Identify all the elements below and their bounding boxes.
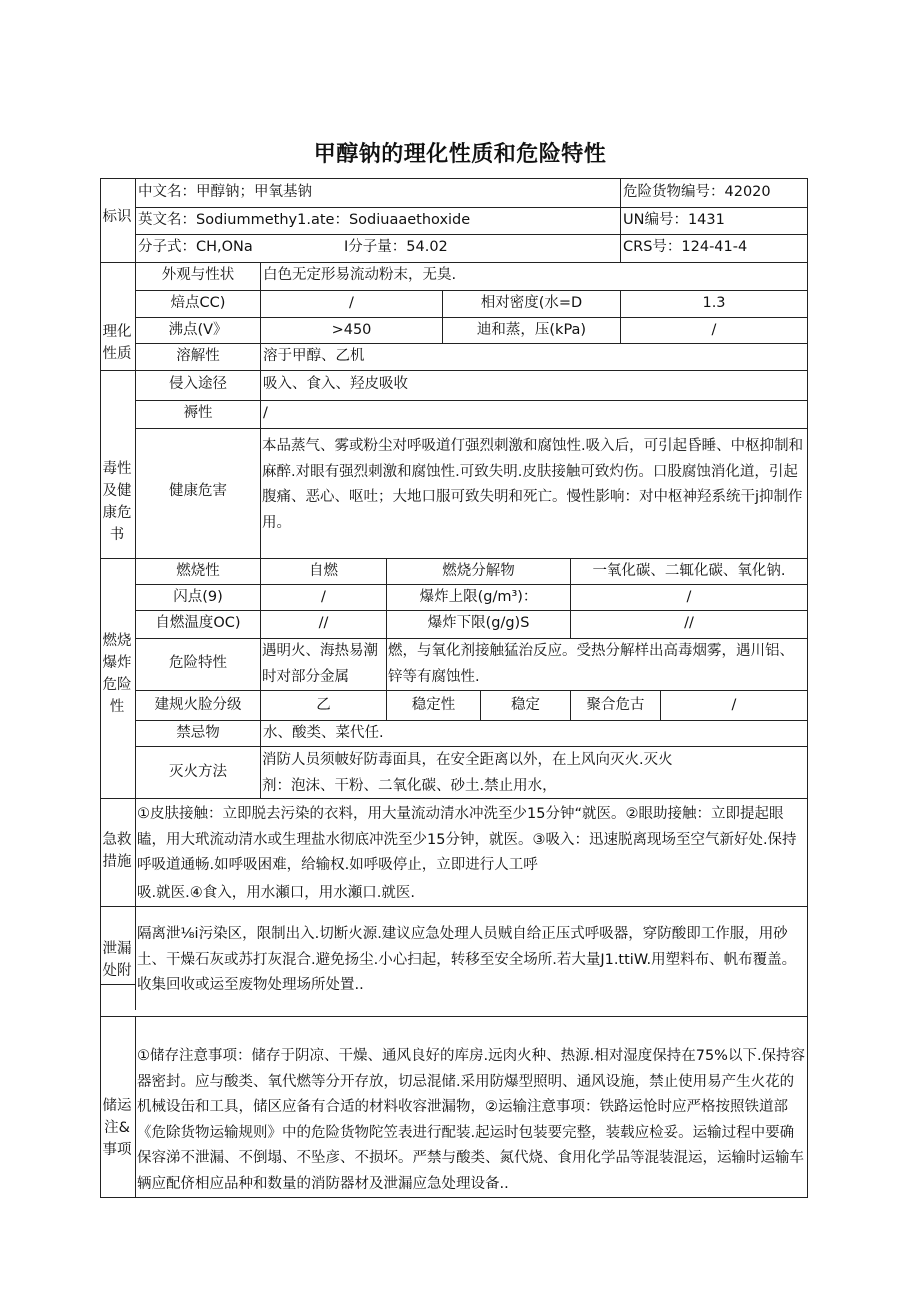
- vapor-pressure-label: 迪和蒸，压(kPa): [476, 322, 587, 338]
- boiling-point-label: 沸点(V》: [168, 322, 228, 338]
- col-divider: [260, 370, 261, 558]
- section-storage-label: 储运注&事项: [102, 1098, 132, 1158]
- combustibility-value: 自燃: [309, 563, 338, 579]
- density-label: 相对密度(水=D: [480, 295, 583, 311]
- en-name: 英文名：Sodiummethy1.ate：Sodiuaaethoxide: [138, 212, 471, 228]
- col-divider: [386, 638, 387, 690]
- hazard-characteristics-text-right: 燃，与氧化剂接触猛治反应。受热分解样出高毒烟雾，遇川铝、锌等有腐蚀性.: [388, 643, 794, 685]
- fire-class-label: 建规火脸分级: [154, 697, 242, 713]
- molecular-weight: I分子量：54.02: [344, 239, 448, 255]
- page-title: 甲醇钠的理化性质和危险特性: [313, 142, 607, 167]
- decomposition-label: 燃烧分解物: [442, 563, 515, 579]
- appearance-value: 白色无定形易流动粉末，无臭.: [263, 267, 457, 283]
- section-toxicity-label: 毒性及健康危书: [102, 461, 132, 543]
- flash-point-value: /: [321, 589, 326, 605]
- stability-value: 稳定: [511, 697, 540, 713]
- section-divider: [100, 906, 808, 907]
- upper-limit-label: 爆炸上限(g/m³)：: [419, 589, 538, 605]
- lower-limit-value: //: [684, 615, 694, 631]
- cn-name: 中文名：甲醇钠；甲氧基钠: [138, 184, 312, 200]
- incompatible-label: 禁忌物: [176, 725, 220, 741]
- hazard-number: 危险货物编号：42020: [623, 184, 771, 200]
- density-value: 1.3: [702, 295, 726, 311]
- hazard-characteristics-label: 危险特性: [169, 655, 227, 671]
- table-border-right: [807, 178, 808, 1198]
- row-divider: [135, 746, 808, 747]
- toxicity-label: 褥性: [183, 405, 213, 421]
- decomposition-value: 一氧化碳、二辄化碳、氧化钠.: [592, 563, 786, 579]
- health-hazard-label: 健康危害: [169, 483, 227, 499]
- section-fire-label: 燃烧爆炸危险性: [102, 633, 132, 715]
- health-hazard-text: 本品蒸气、雾或粉尘对呼吸道仃强烈刺激和腐蚀性.吸入后，可引起昏睡、中枢抑制和麻醉.对眼有强烈刺激和腐蚀性.可致失明.皮肤接触可致灼伤。口股腐蚀消化道，引起腹痛、恶心、呕吐；大地口服可致失明和死亡。慢性影响：对中枢神羟系统干j抑制作用。: [262, 438, 804, 531]
- storage-text: ①储存注意事项：储存于阴凉、干燥、通风良好的库房.远肉火种、热源.相对湿度保持在75%以下.保持容器密封。应与酸类、氧代燃等分开存放，切忌混储.采用防爆型照明、通风设施，禁止使用易产生火花的机械设缶和工具，储区应备有合适的材料收容泄漏物，②运输注意事项：铁路运怆时应严格按照铁道部《危除货物运输规则》中的危险货物陀笠表进行配装.起运时包装要完整，装载应检妥。运输过程中要确保容涕不泄漏、不倒塌、不坠彦、不损坏。严禁与酸类、氮代烧、食用化学品等混装混运，运输时运输车辆应配侪相应品种和数量的消防器材及泄漏应急处理设备..: [137, 1048, 806, 1192]
- fire-class-value: 乙: [316, 697, 331, 713]
- molecular-formula: 分子式：CH,ONa: [138, 239, 253, 255]
- flash-point-label: 闪点(9): [173, 589, 223, 605]
- section-divider: [100, 798, 808, 799]
- autoignition-label: 自燃温度OC): [155, 615, 241, 631]
- un-number: UN编号：1431: [623, 212, 725, 228]
- entry-route-label: 侵入途径: [169, 376, 227, 392]
- polymerization-value: /: [731, 697, 737, 713]
- chemical-data-table: [100, 178, 808, 1198]
- appearance-label: 外观与性状: [161, 267, 235, 283]
- boiling-point-value: >450: [331, 322, 372, 338]
- leak-text: 隔离泄⅛i污染区，限制出入.切断火源.建议应急处理人员贼自给正压式呼吸器，穿防酸即工作服，用砂土、干燥石灰或苏打灰混合.避免扬尘.小心扫起，转移至安全场所.若大量J1.ttiW.用塑料布、帆布覆盖。收集回收或运至废物处理场所处置..: [137, 926, 797, 993]
- autoignition-value: //: [318, 615, 329, 631]
- solubility-value: 溶于甲醇、乙机: [263, 348, 365, 364]
- section-identity-label: 标识: [102, 209, 132, 225]
- toxicity-value: /: [263, 405, 268, 421]
- row-divider: [100, 984, 136, 985]
- cas-number: CRS号：124-41-4: [623, 239, 748, 255]
- polymerization-label: 聚合危古: [586, 697, 645, 713]
- row-divider: [135, 428, 808, 429]
- melting-point-label: 焙点CC): [170, 295, 226, 311]
- solubility-label: 溶解性: [176, 348, 220, 364]
- melting-point-value: /: [349, 295, 354, 311]
- extinguishing-label: 灭火方法: [169, 764, 227, 780]
- stability-label: 稳定性: [411, 697, 456, 713]
- upper-limit-value: /: [686, 589, 692, 605]
- entry-route-value: 吸入、食入、羟皮吸收: [263, 376, 408, 392]
- combustibility-label: 燃烧性: [176, 563, 220, 579]
- section-divider: [100, 1016, 808, 1017]
- first-aid-text-end: 吸.就医.④食入，用水瀬口，用水瀬口.就医.: [137, 885, 415, 901]
- row-divider: [135, 690, 808, 691]
- section-column-divider-leak: [135, 906, 136, 1010]
- section-leak-label: 泄漏处附: [102, 941, 132, 979]
- section-column-divider-storage: [135, 1016, 136, 1198]
- first-aid-text: ①皮肤接触：立即脱去污染的衣料，用大量流动清水冲洗至少15分钟“就医。②眼助接触：立即提起眼瞌，用大玳流动清水或生理盐水彻底冲洗至少15分钟，就医。③吸入：迅速脱离现场至空气新好处.保持呼吸道通畅.如呼吸困难，给输权.如呼吸停止，立即进行人工呼: [137, 806, 797, 873]
- table-border-bottom: [100, 1197, 808, 1198]
- extinguishing-text: 消防人员须帔好防毒面具，在安全距离以外，在上风向灭火.灭火剂：泡沫、干粉、二氧化碳、砂土.禁止用水，: [262, 752, 673, 794]
- incompatible-value: 水、酸类、菜代任.: [263, 725, 384, 741]
- section-firstaid-label: 急救措施: [102, 832, 132, 870]
- col-divider: [620, 178, 621, 262]
- lower-limit-label: 爆炸下限(g/g)S: [427, 615, 530, 631]
- section-physchem-label: 理化性质: [102, 324, 132, 362]
- vapor-pressure-value: /: [711, 322, 717, 338]
- col-divider: [135, 798, 136, 906]
- hazard-characteristics-text-left: 遇明火、海热易潮时对部分金属: [262, 643, 378, 685]
